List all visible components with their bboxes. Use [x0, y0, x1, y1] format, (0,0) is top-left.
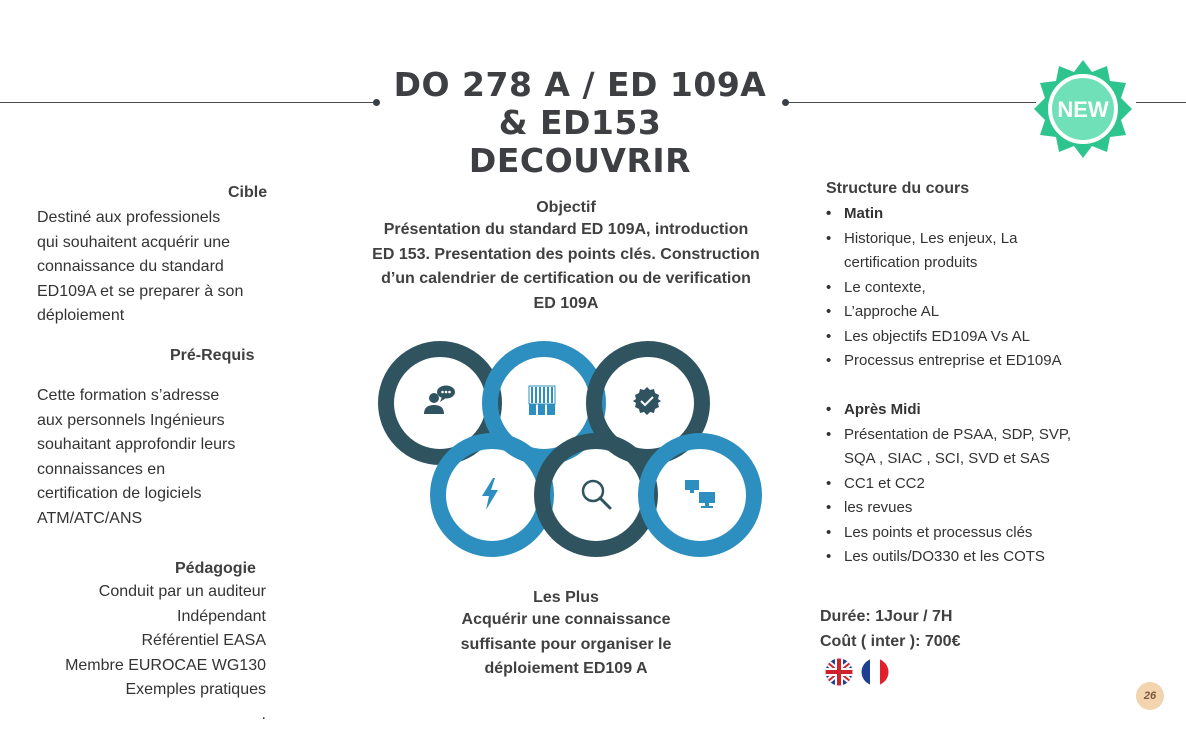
list-item: • les revues [826, 496, 1074, 521]
check-badge-icon [632, 386, 662, 421]
plus-title: Les Plus [533, 589, 599, 606]
server-rack-icon [528, 384, 556, 421]
objectif-title: Objectif [536, 199, 596, 216]
search-icon [580, 478, 612, 515]
structure-list-afternoon [826, 398, 1074, 570]
list-item: • Présentation de PSAA, SDP, SVP, SQA , SIAC , SCI, SVD et SAS [826, 423, 1074, 472]
computers-icon [684, 478, 716, 513]
list-item: • Les objectifs ED109A Vs AL [826, 325, 1074, 350]
list-item: • Les outils/DO330 et les COTS [826, 545, 1074, 570]
plus-text: Acquérir une connaissance suffisante pour organiser le déploiement ED109 A [460, 611, 672, 677]
list-item: • Historique, Les enjeux, La certification produits [826, 227, 1074, 276]
circles-diagram [376, 338, 766, 570]
structure-list-morning [826, 202, 1074, 374]
objectif-text: Présentation du standard ED 109A, introduction ED 153. Presentation des points clés. Construction d’un calendrier de certification ou de verification ED 109A [372, 221, 760, 312]
cible-title: Cible [228, 184, 268, 201]
uk-flag-icon [822, 658, 856, 686]
list-item: • Les points et processus clés [826, 521, 1074, 546]
list-item: • L’approche AL [826, 300, 1074, 325]
header-rule-left [0, 102, 376, 103]
structure-title: Structure du cours [826, 180, 970, 197]
list-item: • CC1 et CC2 [826, 472, 1074, 497]
title-line-3: DECOUVRIR [468, 141, 692, 180]
new-badge [1032, 58, 1134, 160]
prereq-text: Cette formation s’adresse aux personnels Ingénieurs souhaitant approfondir leurs connaissances en certification de logiciels ATM/ATC/ANS [37, 387, 236, 527]
france-flag-icon [858, 658, 892, 686]
pedagogie-title: Pédagogie [175, 560, 256, 577]
list-item: • Le contexte, [826, 276, 1074, 301]
new-badge-label: NEW [1057, 97, 1109, 122]
list-item: • Après Midi [826, 398, 1074, 423]
list-item: • Processus entreprise et ED109A [826, 349, 1074, 374]
header-rule-right [786, 102, 1036, 103]
pedagogie-text: Conduit par un auditeur Indépendant Référentiel EASA Membre EUROCAE WG130 Exemples pratiques . [65, 583, 266, 723]
page-title [380, 66, 780, 180]
chat-user-icon [422, 384, 456, 421]
header-dot-left [373, 99, 380, 106]
list-item: • Matin [826, 202, 1074, 227]
header-dot-right [782, 99, 789, 106]
header-rule-far-right [1136, 102, 1186, 103]
title-line-1: DO 278 A / ED 109A [393, 65, 767, 104]
page-number-badge: 26 [1136, 682, 1164, 710]
title-line-2: & ED153 [498, 103, 662, 142]
prereq-title: Pré-Requis [170, 347, 255, 364]
lightning-icon [480, 478, 500, 515]
cout-text: Coût ( inter ): 700€ [820, 633, 961, 650]
cible-text: Destiné aux professionels qui souhaitent acquérir une connaissance du standard ED109A et se preparer à son déploiement [37, 209, 244, 324]
duree-text: Durée: 1Jour / 7H [820, 608, 953, 625]
